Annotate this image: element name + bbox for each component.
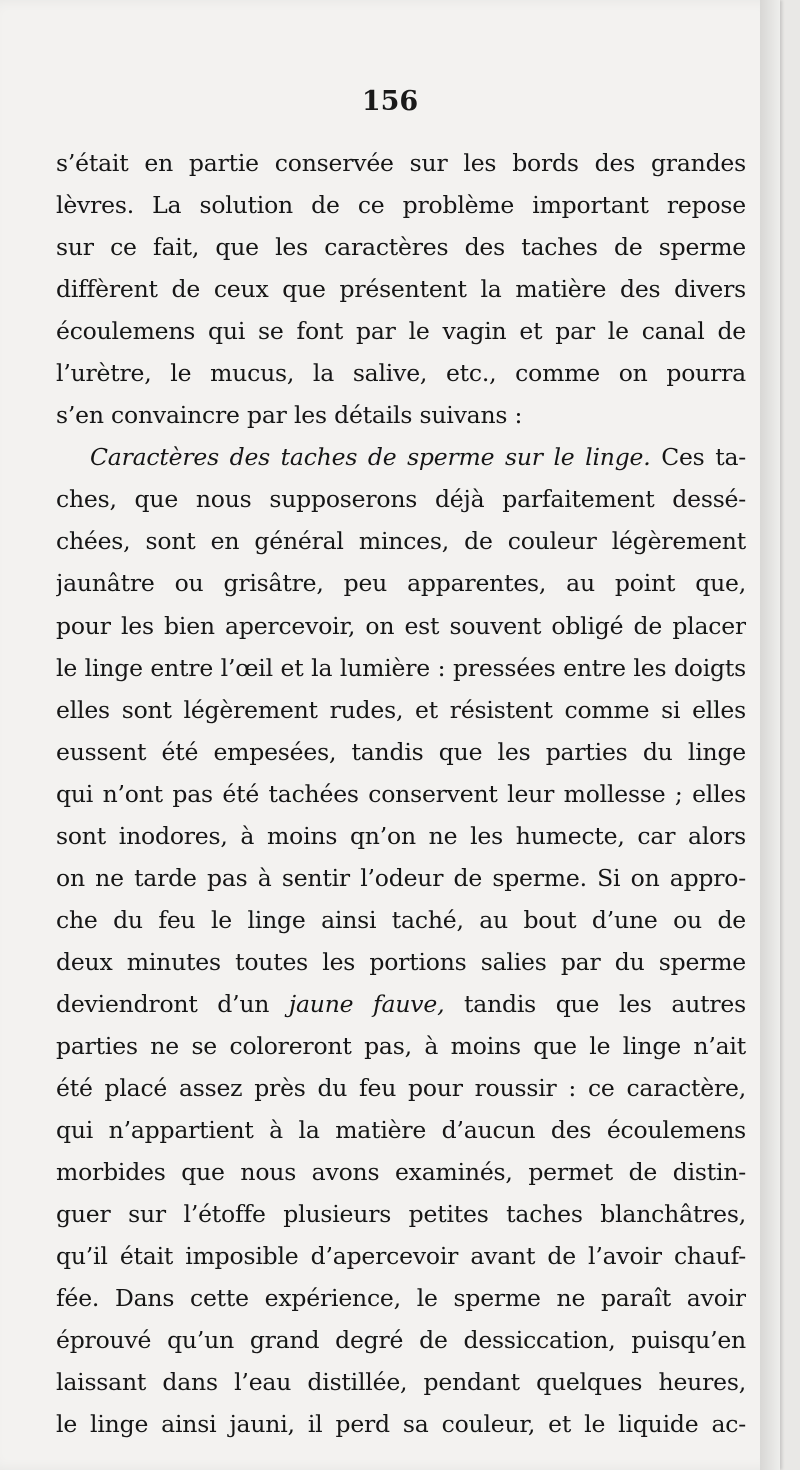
text-line: chées, sont en général minces, de couleur légèrement [56,527,746,556]
text-line [56,983,746,1025]
text-line: été placé assez près du feu pour roussir : ce caractère, [56,1074,746,1103]
text-line: parties ne se coloreront pas, à moins que le linge n’ait [56,1031,746,1060]
page-edge [760,0,780,1470]
text-line: sur ce fait, que les caractères des taches de sperme [56,233,746,262]
text-line: sont inodores, à moins qn’on ne les humecte, car alors [56,821,746,850]
text-run: tandis que les autres [444,989,746,1018]
page-number: 156 [361,86,419,117]
text-line: écoulemens qui se font par le vagin et par le canal de [56,317,746,346]
text-line: on ne tarde pas à sentir l’odeur de sperme. Si on appro- [56,863,746,892]
text-line: morbides que nous avons examinés, permet de distin- [56,1158,746,1187]
text-line: lèvres. La solution de ce problème important repose [56,191,746,220]
text-line: eussent été empesées, tandis que les parties du linge [56,737,746,766]
text-line: s’était en partie conservée sur les bords des grandes [56,149,746,177]
text-run: deviendront d’un [56,989,289,1018]
text-line: qui n’ont pas été tachées conservent leur mollesse ; elles [56,779,746,808]
text-line: che du feu le linge ainsi taché, au bout d’une ou de [56,905,746,934]
text-line: éprouvé qu’un grand degré de dessiccation, puisqu’en [56,1326,746,1355]
text-line: s’en convaincre par les détails suivans : [56,401,523,430]
section-heading: Caractères des taches de sperme sur le linge. [90,443,651,472]
text-line: jaunâtre ou grisâtre, peu apparentes, au point que, [56,569,746,598]
text-run: Ces ta- [650,443,746,472]
text-line: laissant dans l’eau distillée, pendant quelques heures, [56,1368,746,1397]
text-line: diffèrent de ceux que présentent la matière des divers [56,275,746,304]
text-line [56,436,746,478]
emphasis-text: jaune fauve, [288,989,445,1018]
text-line: le linge ainsi jauni, il perd sa couleur, et le liquide ac- [56,1410,746,1439]
text-line: elles sont légèrement rudes, et résistent comme si elles [56,695,746,724]
text-line: guer sur l’étoffe plusieurs petites taches blanchâtres, [56,1200,746,1229]
body-text [56,142,746,1445]
text-line: deux minutes toutes les portions salies par du sperme [56,947,746,976]
text-line: qu’il était imposible d’apercevoir avant de l’avoir chauf- [56,1242,746,1271]
text-line: pour les bien apercevoir, on est souvent obligé de placer [56,611,746,640]
text-line: le linge entre l’œil et la lumière : pressées entre les doigts [56,653,746,682]
text-line: fée. Dans cette expérience, le sperme ne paraît avoir [56,1284,746,1313]
text-line: ches, que nous supposerons déjà parfaitement dessé- [56,485,746,514]
text-line: l’urètre, le mucus, la salive, etc., comme on pourra [56,359,746,388]
text-line: qui n’appartient à la matière d’aucun des écoulemens [56,1116,746,1145]
